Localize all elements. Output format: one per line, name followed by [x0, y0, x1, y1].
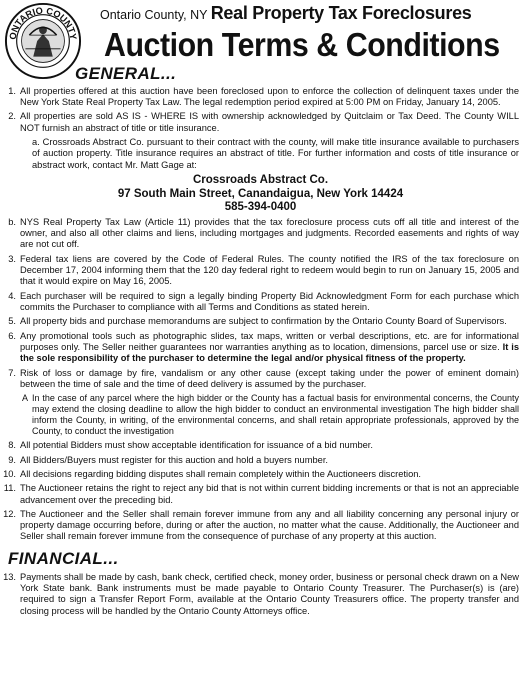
- list-item: 5. All property bids and purchase memorandums are subject to confirmation by the Ontario County Board of Supervisors.: [8, 316, 507, 327]
- header-location: Ontario County, NY: [100, 8, 208, 22]
- list-item: 6. Any promotional tools such as photographic slides, tax maps, written or verbal descriptions, etc. are for informational purposes only. The Seller neither guarantees nor warranties anything as to location, dimensions, parcel use or size. It is the sole responsibility of the purchaser to determine the legal and/or physical fitness of the property.: [8, 330, 519, 364]
- financial-heading: FINANCIAL...: [8, 548, 119, 568]
- list-item: 8. All potential Bidders must show acceptable identification for issuance of a bid number.: [8, 440, 373, 451]
- list-item: 3. Federal tax liens are covered by the Code of Federal Rules. The county notified the IRS of the tax foreclosure on December 17, 2004 informing them that the 120 day federal right to redeem would begin to run on January 15, 2005 and that it would expire on May 16, 2005.: [8, 253, 519, 287]
- list-item: 4. Each purchaser will be required to sign a legally binding Property Bid Acknowledgment Form for each purchase which commits the Purchaser to compliance with all Terms and Conditions as stated herein.: [8, 290, 519, 313]
- bold-warning: It is the sole responsibility of the purchaser to determine the legal and/or physical fitness of the property.: [20, 342, 519, 364]
- contact-address: [2, 174, 519, 215]
- header-line: [100, 3, 520, 24]
- general-heading: GENERAL...: [75, 64, 177, 83]
- page-title: Auction Terms & Conditions: [104, 26, 500, 63]
- sub-item-A: A In the case of any parcel where the high bidder or the County has a factual basis for environmental concerns, the County may extend the closing deadline to allow the high bidder to conduct an environmental investigation The high bidder shall inform the County, in writing, of the environmental concerns, and shall retain appropriate professionals, approved by the County, to conduct the investigation: [22, 393, 519, 437]
- phone-number: 585-394-0400: [224, 201, 297, 214]
- list-item: 12. The Auctioneer and the Seller shall remain forever immune from any and all liability concerning any personal injury or property damage occurring before, during or after the auction, no matter what the cause. Additionally, the Auctioneer and Seller shall remain forever immune from the consequence of purchase of any property at this auction.: [3, 508, 519, 542]
- header-subtitle: Real Property Tax Foreclosures: [210, 3, 472, 23]
- list-item: b. NYS Real Property Tax Law (Article 11) provides that the tax foreclosure process cuts off all title and interest of the owner, and also all other claims and liens, including mortgages and judgments. Recorded easements and rights of way are not cut off.: [8, 216, 519, 250]
- list-item: 1. All properties offered at this auction have been foreclosed upon to enforce the collection of delinquent taxes under the New York State Real Property Tax Law. The legal redemption period expired at 5:00 PM on Friday, January 14, 2005.: [8, 85, 519, 108]
- company-name: Crossroads Abstract Co.: [192, 174, 329, 187]
- street-address: 97 South Main Street, Canandaigua, New York 14424: [117, 187, 404, 200]
- svg-text:ONTARIO COUNTY: ONTARIO COUNTY: [7, 5, 79, 41]
- list-item: 10. All decisions regarding bidding disputes shall remain completely within the Auctioneers discretion.: [3, 468, 422, 479]
- list-item: 11. The Auctioneer retains the right to reject any bid that is not within current bidding increments or that is not an appreciable advancement over the preceding bid.: [3, 483, 519, 505]
- sub-item-a: a. Crossroads Abstract Co. pursuant to their contract with the county, will make title insurance available to purchasers of auction property. Title insurance requires an abstract of title. For further information and costs of title insurance or abstract work, contact Mr. Matt Gage at:: [32, 137, 519, 170]
- list-item: 9. All Bidders/Buyers must register for this auction and hold a buyers number.: [8, 454, 328, 465]
- list-item: 2. All properties are sold AS IS - WHERE IS with ownership acknowledged by Quitclaim or Tax Deed. The County WILL NOT furnish an abstract of title or title insurance.: [8, 111, 519, 133]
- list-item: 7. Risk of loss or damage by fire, vandalism or any other cause (except taking under the power of eminent domain) between the time of sale and the time of deed delivery is assumed by the purchaser.: [8, 367, 519, 389]
- terms-body: [2, 64, 519, 620]
- list-item: 13. Payments shall be made by cash, bank check, certified check, money order, business or personal check drawn on a New York State bank. Bank instruments must be made payable to Ontario County Treasurer. The Purchaser(s) is (are) required to sign a Transfer Report Form, available at the Ontario County Treasurers office. The property transfer and closing process will be handled by the Ontario County Attorneys office.: [3, 571, 519, 616]
